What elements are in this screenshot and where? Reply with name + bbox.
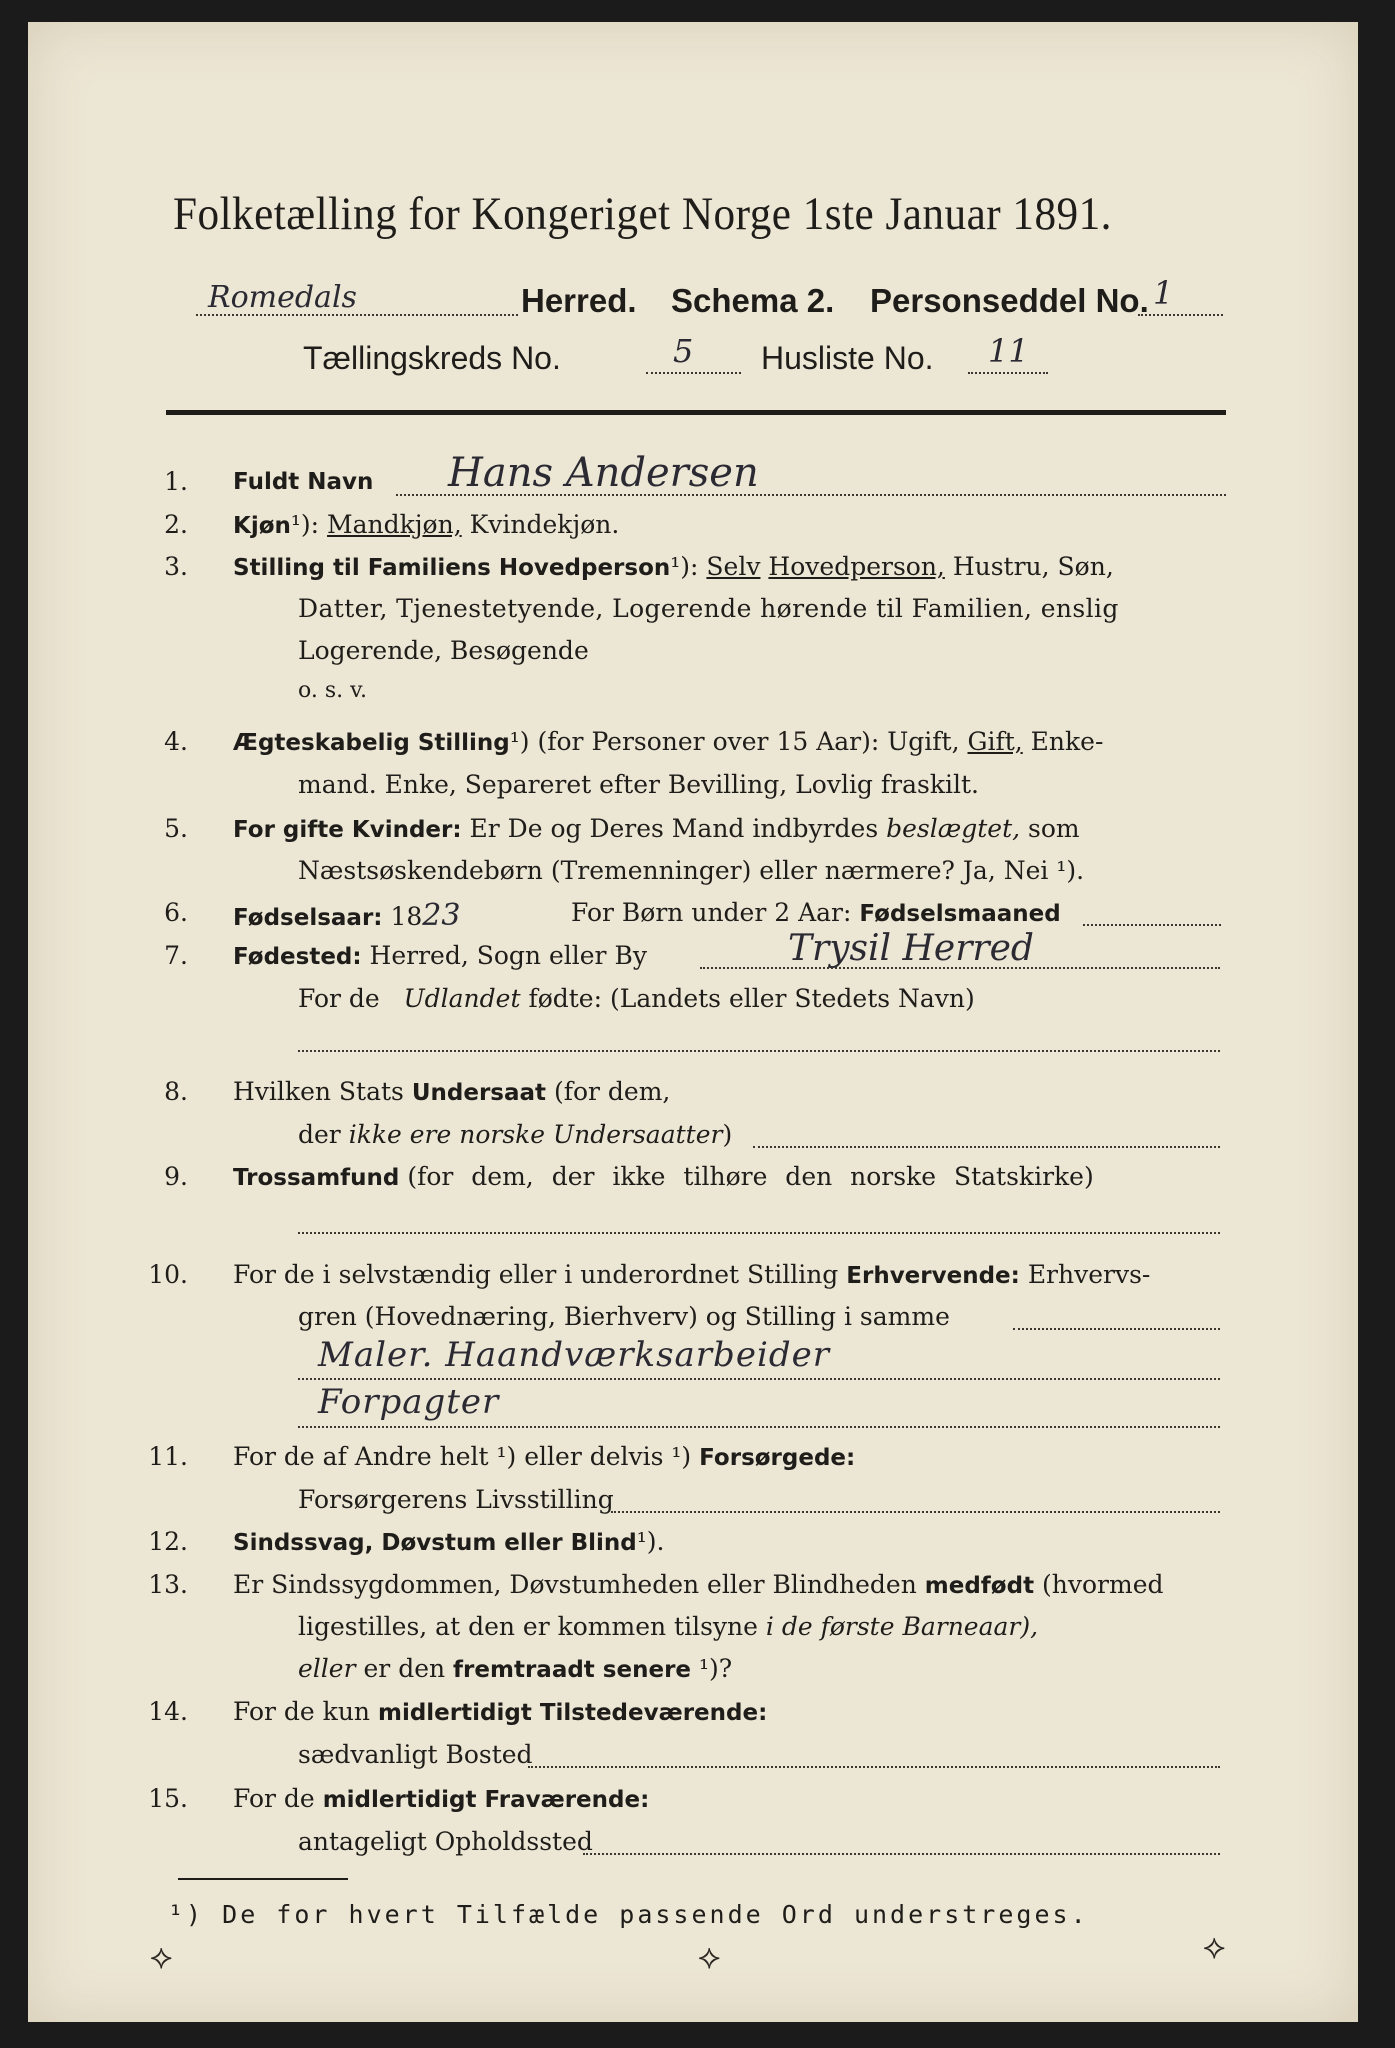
personseddel-label: Personseddel No.	[870, 282, 1149, 319]
q15-text: For de	[233, 1784, 315, 1813]
q8-label: Undersaat	[411, 1080, 547, 1106]
q13-line3c: fremtraadt senere	[453, 1657, 692, 1683]
q9-text: (for dem, der ikke tilhøre den norske Statskirke)	[407, 1162, 1094, 1191]
q7-answer: Trysil Herred	[788, 928, 1034, 969]
q12-sup: ¹).	[636, 1527, 665, 1556]
q2-option-kvinde: Kvindekjøn.	[469, 510, 620, 539]
q3-line3: Logerende, Besøgende	[298, 636, 589, 665]
schema-label: Schema 2.	[671, 282, 835, 319]
item-number: 10.	[148, 1260, 188, 1289]
q5-label: For gifte Kvinder:	[233, 817, 462, 843]
item-number: 15.	[148, 1784, 188, 1813]
q5-line2: Næstsøskendebørn (Tremenninger) eller nærmere? Ja, Nei ¹).	[298, 856, 1085, 885]
q4-option-gift: Gift,	[967, 727, 1023, 756]
q4-line2: mand. Enke, Separeret efter Bevilling, Lovlig fraskilt.	[298, 770, 979, 799]
q3-options-rest: Hustru, Søn,	[952, 552, 1114, 581]
q2-sup: ¹):	[290, 510, 320, 539]
q15-label: midlertidigt Fraværende:	[322, 1787, 650, 1813]
q3-option-selv: Selv	[706, 552, 761, 581]
q2-label: Kjøn	[233, 513, 291, 539]
q10-text2: Erhvervs-	[1027, 1260, 1151, 1289]
personseddel-no: 1	[1153, 274, 1174, 312]
herred-name: Romedals	[208, 280, 357, 315]
q4-sup: ¹)	[509, 727, 530, 756]
q6-text: For Børn under 2 Aar:	[571, 898, 852, 927]
q7-label: Fødested:	[233, 944, 362, 970]
q8-line2c: )	[722, 1120, 733, 1149]
item-number: 7.	[164, 941, 188, 970]
q13-text: Er Sindssygdommen, Døvstumheden eller Blindheden	[233, 1570, 917, 1599]
q3-line4: o. s. v.	[298, 678, 367, 703]
q13-line3b: er den	[363, 1654, 446, 1683]
q1-answer: Hans Andersen	[448, 450, 759, 496]
item-number: 4.	[164, 727, 188, 756]
fold-mark-icon: ⟡	[150, 1937, 173, 1977]
q2-option-mand: Mandkjøn,	[327, 510, 462, 539]
item-number: 5.	[164, 814, 188, 843]
footnote: ¹) De for hvert Tilfælde passende Ord understreges.	[168, 1900, 1089, 1929]
q6-year-prefix: 18	[390, 902, 423, 931]
q7-line2b: Udlandet	[403, 984, 521, 1013]
fold-mark-icon: ⟡	[698, 1937, 721, 1977]
census-form	[28, 22, 1358, 2022]
q8-line2b: ikke ere norske Undersaatter	[348, 1120, 723, 1149]
q5-text: Er De og Deres Mand indbyrdes	[469, 814, 879, 843]
q3-option-hovedperson: Hovedperson,	[768, 552, 945, 581]
kreds-label: Tællingskreds No.	[303, 340, 561, 376]
q13-line3d: ¹)?	[698, 1654, 733, 1683]
husliste-no: 11	[988, 332, 1029, 370]
q3-label: Stilling til Familiens Hovedperson	[233, 555, 671, 581]
item-number: 6.	[164, 898, 188, 927]
herred-label: Herred.	[521, 282, 637, 319]
footnote-rule	[178, 1878, 348, 1880]
header-rule	[166, 410, 1226, 415]
q1-label: Fuldt Navn	[233, 469, 374, 495]
kreds-no: 5	[673, 332, 694, 370]
q14-line2: sædvanligt Bosted	[298, 1740, 533, 1769]
q4-text: (for Personer over 15 Aar): Ugift,	[537, 727, 960, 756]
item-number: 14.	[148, 1697, 188, 1726]
q9-label: Trossamfund	[233, 1165, 400, 1191]
q6-year: 23	[422, 898, 461, 933]
item-number: 9.	[164, 1162, 188, 1191]
q13-text2: (hvormed	[1042, 1570, 1164, 1599]
q4-text2: Enke-	[1030, 727, 1104, 756]
q10-line2: gren (Hovednæring, Bierhverv) og Stilling i samme	[298, 1302, 950, 1331]
q11-line2: Forsørgerens Livsstilling	[298, 1485, 614, 1514]
q13-line2a: ligestilles, at den er kommen tilsyne	[298, 1612, 758, 1641]
q8-text2: (for dem,	[553, 1077, 671, 1106]
q15-line2: antageligt Opholdssted	[298, 1827, 593, 1856]
item-number: 8.	[164, 1077, 188, 1106]
q7-line2c: fødte: (Landets eller Stedets Navn)	[528, 984, 975, 1013]
item-number: 12.	[148, 1527, 188, 1556]
q6-label: Fødselsaar:	[233, 905, 383, 931]
q8-line2a: der	[298, 1120, 341, 1149]
q10-answer1: Maler. Haandværksarbeider	[318, 1335, 830, 1375]
q10-label: Erhvervende:	[846, 1263, 1020, 1289]
form-title: Folketælling for Kongeriget Norge 1ste Januar 1891.	[173, 188, 1112, 240]
q5-text-italic: beslægtet,	[886, 814, 1021, 843]
q5-text2: som	[1028, 814, 1080, 843]
q11-text: For de af Andre helt ¹) eller delvis ¹)	[233, 1442, 692, 1471]
q14-text: For de kun	[233, 1697, 371, 1726]
q12-label: Sindssvag, Døvstum eller Blind	[233, 1530, 637, 1556]
q13-line2b: i de første Barneaar),	[765, 1612, 1039, 1641]
fold-mark-icon: ⟡	[1203, 1927, 1226, 1967]
item-number: 3.	[164, 552, 188, 581]
q13-line3a: eller	[298, 1654, 356, 1683]
q10-answer2: Forpagter	[318, 1382, 500, 1422]
item-number: 1.	[164, 467, 188, 496]
q11-label: Forsørgede:	[699, 1445, 856, 1471]
q10-text: For de i selvstændig eller i underordnet Stilling	[233, 1260, 839, 1289]
husliste-label: Husliste No.	[761, 340, 934, 376]
item-number: 11.	[148, 1442, 188, 1471]
q3-sup: ¹):	[670, 552, 699, 581]
q7-text: Herred, Sogn eller By	[369, 941, 647, 970]
item-number: 2.	[164, 510, 188, 539]
q14-label: midlertidigt Tilstedeværende:	[377, 1700, 768, 1726]
item-number: 13.	[148, 1570, 188, 1599]
q13-label: medfødt	[924, 1573, 1035, 1599]
q4-label: Ægteskabelig Stilling	[233, 730, 510, 756]
q6-label2: Fødselsmaaned	[859, 901, 1061, 927]
q3-line2: Datter, Tjenestetyende, Logerende hørende til Familien, enslig	[298, 594, 1119, 623]
q8-text: Hvilken Stats	[233, 1077, 404, 1106]
q7-line2a: For de	[298, 984, 380, 1013]
